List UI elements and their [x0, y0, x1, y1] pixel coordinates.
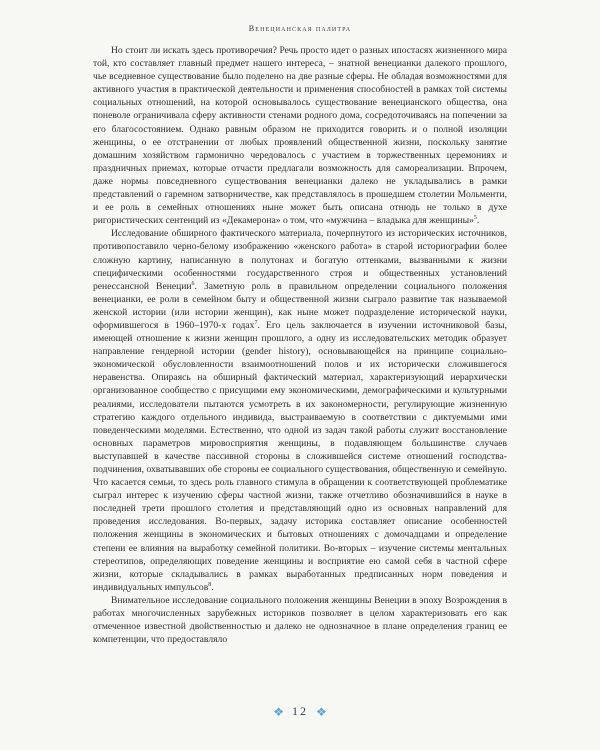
paragraph-1-text: Но стоит ли искать здесь противоречия? Речь просто идет о разных ипостасях жизненного мира той, кто составляет главный предмет нашего интереса, – знатной венецианки далекого прошлого, чье вседневное существование было поделено на две разные сферы. Не обладая возможностями для активного участия в практической деятельности и применения способностей в рамках той системы социальных отношений, на которой основывалось существование венецианского общества, она поневоле ограничивала сферу активности стенами родного дома, сосредоточиваясь на попечении за его благосостоянием. Однако равным образом не приходится говорить и о полной изоляции женщины, о ее отстранении от любых проявлений общественной жизни, поскольку занятие домашним хозяйством гармонично чередовалось с участием в торжественных церемониях и праздничных приемах, которые отчасти предлагали возможность для самореализации. Впрочем, даже нормы повседневного существования венецианки далеко не укладывались в рамки представлений о гаремном затворничестве, как представлялось в прошедшем столетии Мольменти, и ее роль в семейных отношениях ныне может быть описана отнюдь не только в духе ригористических сентенций из «Декамерона» о том, что «мужчина – владыка для женщины»: [93, 45, 507, 227]
paragraph-2-text: Исследование обширного фактического материала, почерпнутого из исторических источников, противопоставило черно-белому изображению «женского работа» в старой историографии более сложную картину, написанную в полутонах и богатую оттенками, вызванными к жизни специфическими особенностями государственного строя и общественных установлений ренессансной Венеции: [93, 228, 507, 292]
paragraph-2-tail-2: . Его цель заключается в изучении источниковой базы, имеющей отношение к жизни женщин прошлого, а одну из исследовательских методик образует направление гендерной истории (gender history), основывающейся на принципе социально-экономической обусловленности взаимоотношений полов и их исторически сложившегося неравенства. Опираясь на обширный фактический материал, характеризующий иерархически организованное сообщество с присущими ему экономическими, демографическими и культурными реалиями, исследователи пытаются усмотреть в их закономерности, регулирующие жизненную стратегию каждого отдельного индивида, выстраиваемую в соответствии с диктуемыми ими поведенческими моделями. Естественно, что одной из задач такой работы служит восстановление основных параметров мировосприятия женщины, в подавляющем большинстве случаев выступавшей в качестве пассивной стороны в сложившейся системе отношений господства-подчинения, охватывавших обе стороны ее социального существования, общественную и семейную. Что касается семьи, то здесь роль главного стимула в обращении к соответствующей проблематике сыграл интерес к изучению сферы частной жизни, также отчетливо обозначившийся в науке в последней трети прошлого столетия и представляющий одно из основных направлений для проведения исследования. Во-первых, задачу историка составляет описание особенностей положения женщины в экономических и бытовых отношениях с домочадцами и определение степени ее влияния на выработку семейной политики. Во-вторых – изучение системы ментальных стереотипов, определяющих поведение женщины и восприятие ею самой себя в частной сфере жизни, которые складывались в рамках выработанных предписанных норм поведения и индивидуальных импульсов: [93, 319, 507, 593]
paragraph-3-text: Внимательное исследование социального положения женщины Венеции в эпоху Возрождения в работах многочисленных зарубежных историков позволяет в целом характеризовать его как отмеченное известной двойственностью и далеко не однозначное в плане определения границ ее компетенции, что предоставляло: [93, 594, 507, 646]
paragraph-2-tail: . Заметную роль в правильном определении социального положения венецианки, ее роли в семейном быту и общественной жизни сыграло развитие так называемой женской истории (или истории женщин), как ныне может подразделение исторической науки, оформившегося в 1960–1970-х годах: [93, 280, 507, 331]
footnote-ref-6: 6: [191, 280, 195, 287]
page-body: [93, 44, 507, 646]
footnote-ref-5: 5: [473, 215, 477, 222]
running-header: Венецианская палитра: [248, 24, 352, 33]
footnote-ref-7: 7: [254, 319, 258, 326]
right-ornament-icon: ❖: [316, 704, 327, 719]
paragraph-2: [93, 227, 507, 594]
paragraph-3: [93, 594, 507, 646]
left-ornament-icon: ❖: [273, 704, 284, 719]
paragraph-2-tail-3: .: [211, 581, 214, 593]
page-number: 12: [292, 704, 308, 718]
footnote-ref-8: 8: [208, 581, 212, 588]
page-footer: [0, 704, 600, 719]
paragraph-1-tail: .: [476, 215, 480, 227]
paragraph-1: [93, 44, 507, 227]
